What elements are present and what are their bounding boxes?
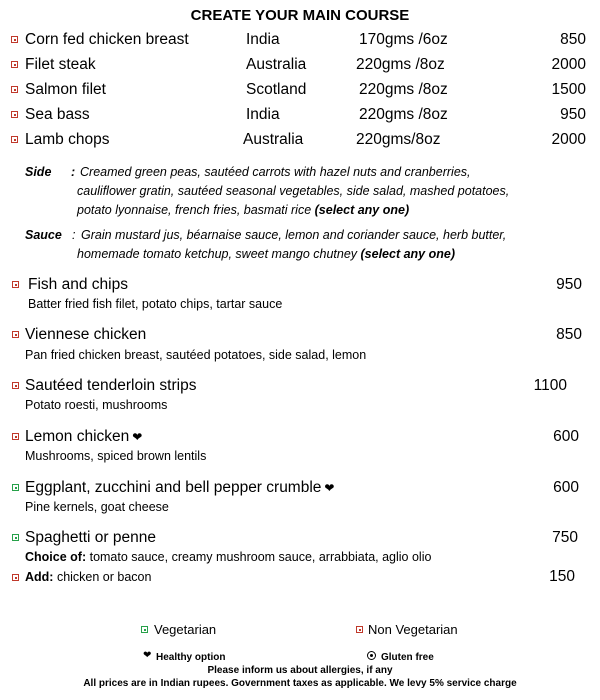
add-options: chicken or bacon: [56, 570, 152, 584]
sauce-note: [25, 226, 585, 266]
dish-price: 1100: [533, 377, 567, 394]
item-name: Lamb chops: [25, 131, 110, 148]
page-title: CREATE YOUR MAIN COURSE: [190, 7, 410, 24]
dish-description: Batter fried fish filet, potato chips, tartar sauce: [28, 297, 283, 311]
item-origin: Australia: [246, 56, 307, 73]
item-name: Sea bass: [25, 106, 90, 123]
dish-description: Mushrooms, spiced brown lentils: [25, 449, 207, 463]
side-options-line: cauliflower gratin, sautéed seasonal vegetables, side salad, mashed potatoes,: [77, 184, 510, 198]
dish-price: 750: [552, 529, 578, 546]
add-label: Add:: [25, 570, 54, 584]
dish-price: 950: [556, 276, 582, 293]
allergy-note: Please inform us about allergies, if any: [207, 665, 393, 676]
side-options-line: potato lyonnaise, french fries, basmati rice: [77, 203, 312, 217]
heart-icon: ❤: [132, 430, 143, 444]
non-veg-icon: [12, 433, 19, 440]
add-price: 150: [549, 568, 575, 585]
non-veg-icon: [12, 281, 19, 288]
sauce-separator: :: [72, 228, 76, 242]
dish-name: Fish and chips: [28, 276, 128, 293]
side-note: [25, 163, 585, 223]
non-veg-icon: [12, 331, 19, 338]
dish-name: Eggplant, zucchini and bell pepper crumble ❤: [25, 479, 335, 496]
dish-price: 600: [553, 428, 579, 445]
item-origin: India: [246, 106, 280, 123]
legend-gluten-label: Gluten free: [381, 652, 434, 663]
veg-icon: [141, 626, 148, 633]
item-name: Corn fed chicken breast: [25, 31, 189, 48]
dish-name: Lemon chicken ❤: [25, 428, 143, 445]
item-price: 2000: [551, 56, 586, 73]
non-veg-icon: [11, 86, 18, 93]
non-veg-icon: [11, 111, 18, 118]
dish-description: Pan fried chicken breast, sautéed potatoes, side salad, lemon: [25, 348, 367, 362]
item-name: Salmon filet: [25, 81, 106, 98]
sauce-select-note: (select any one): [360, 247, 455, 261]
item-weight: 220gms/8oz: [356, 131, 441, 148]
sauce-label: Sauce: [25, 228, 62, 242]
item-weight: 220gms /8oz: [359, 81, 448, 98]
side-separator: :: [71, 165, 76, 179]
item-price: 850: [560, 31, 586, 48]
item-origin: Scotland: [246, 81, 307, 98]
side-label: Side: [25, 165, 52, 179]
non-veg-icon: [356, 626, 363, 633]
sauce-options-line: Grain mustard jus, béarnaise sauce, lemon and coriander sauce, herb butter,: [81, 228, 507, 242]
side-select-note: (select any one): [314, 203, 410, 217]
item-price: 1500: [551, 81, 586, 98]
item-price: 950: [560, 106, 586, 123]
item-name: Filet steak: [25, 56, 96, 73]
item-origin: Australia: [243, 131, 304, 148]
veg-icon: [12, 534, 19, 541]
non-veg-icon: [11, 36, 18, 43]
item-origin: India: [246, 31, 280, 48]
item-weight: 220gms /8oz: [356, 56, 445, 73]
item-weight: 170gms /6oz: [359, 31, 448, 48]
dish-description: Pine kernels, goat cheese: [25, 500, 169, 514]
heart-icon: ❤: [324, 481, 335, 495]
choice-options: tomato sauce, creamy mushroom sauce, arrabbiata, aglio olio: [89, 550, 432, 564]
dish-name: Sautéed tenderloin strips: [25, 377, 197, 394]
dish-description: Potato roesti, mushrooms: [25, 398, 168, 412]
item-weight: 220gms /8oz: [359, 106, 448, 123]
dish-price: 600: [553, 479, 579, 496]
non-veg-icon: [11, 61, 18, 68]
choice-line: [25, 550, 431, 564]
non-veg-icon: [12, 382, 19, 389]
non-veg-icon: [12, 574, 19, 581]
choice-label: Choice of:: [25, 550, 87, 564]
dish-price: 850: [556, 326, 582, 343]
non-veg-icon: [11, 136, 18, 143]
sauce-options-line: homemade tomato ketchup, sweet mango chutney: [77, 247, 358, 261]
legend-nonveg-label: Non Vegetarian: [368, 622, 458, 637]
add-line: [25, 570, 151, 584]
dish-name: Spaghetti or penne: [25, 529, 156, 546]
price-note: All prices are in Indian rupees. Government taxes as applicable. We levy 5% service charge: [83, 678, 517, 689]
veg-icon: [12, 484, 19, 491]
legend-veg-label: Vegetarian: [154, 622, 217, 637]
heart-icon: ❤: [143, 650, 152, 661]
dish-name: Viennese chicken: [25, 326, 147, 343]
gluten-free-icon: [367, 651, 376, 660]
item-price: 2000: [551, 131, 586, 148]
side-options-line: Creamed green peas, sautéed carrots with hazel nuts and cranberries,: [80, 165, 471, 179]
legend-healthy-label: Healthy option: [156, 652, 226, 663]
